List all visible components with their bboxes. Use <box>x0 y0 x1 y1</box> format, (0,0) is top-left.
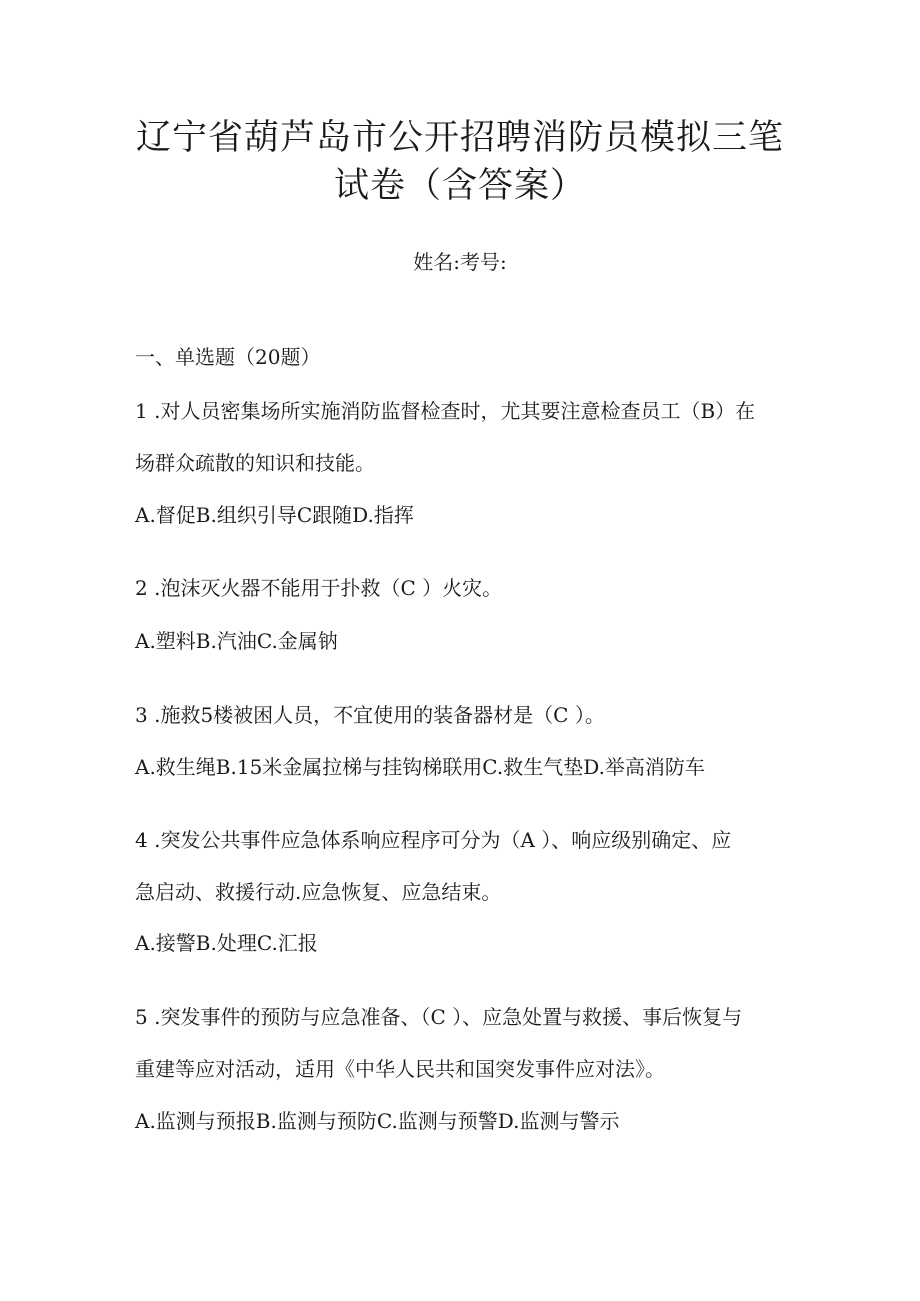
question-3-options: A.救生绳B.15米金属拉梯与挂钩梯联用C.救生气垫D.举高消防车 <box>135 755 705 779</box>
question-1-text-line1: 1 .对人员密集场所实施消防监督检查时，尤其要注意检查员工（B）在 <box>135 399 756 423</box>
question-5-text-line1: 5 .突发事件的预防与应急准备、（C ）、应急处置与救援、事后恢复与 <box>135 1005 743 1029</box>
document-title-line2: 试卷（含答案） <box>333 166 586 206</box>
section-heading: 一、单选题（20题） <box>135 345 321 369</box>
question-5-text-line2: 重建等应对活动，适用《中华人民共和国突发事件应对法》。 <box>135 1057 665 1081</box>
name-exam-number-line: 姓名:考号: <box>413 250 507 274</box>
document-title-line1: 辽宁省葫芦岛市公开招聘消防员模拟三笔 <box>135 118 784 158</box>
question-1-options: A.督促B.组织引导C跟随D.指挥 <box>135 503 414 527</box>
question-4-text-line1: 4 .突发公共事件应急体系响应程序可分为（A ）、响应级别确定、应 <box>135 828 732 852</box>
question-5-options: A.监测与预报B.监测与预防C.监测与预警D.监测与警示 <box>135 1109 620 1133</box>
question-4-options: A.接警B.处理C.汇报 <box>135 931 318 955</box>
question-2-text: 2 .泡沫灭火器不能用于扑救（C ）火灾。 <box>135 576 503 600</box>
question-1-text-line2: 场群众疏散的知识和技能。 <box>135 451 375 475</box>
question-4-text-line2: 急启动、救援行动.应急恢复、应急结束。 <box>135 880 502 904</box>
question-2-options: A.塑料B.汽油C.金属钠 <box>135 629 338 653</box>
question-3-text: 3 .施救5楼被困人员，不宜使用的装备器材是（C ）。 <box>135 703 605 727</box>
